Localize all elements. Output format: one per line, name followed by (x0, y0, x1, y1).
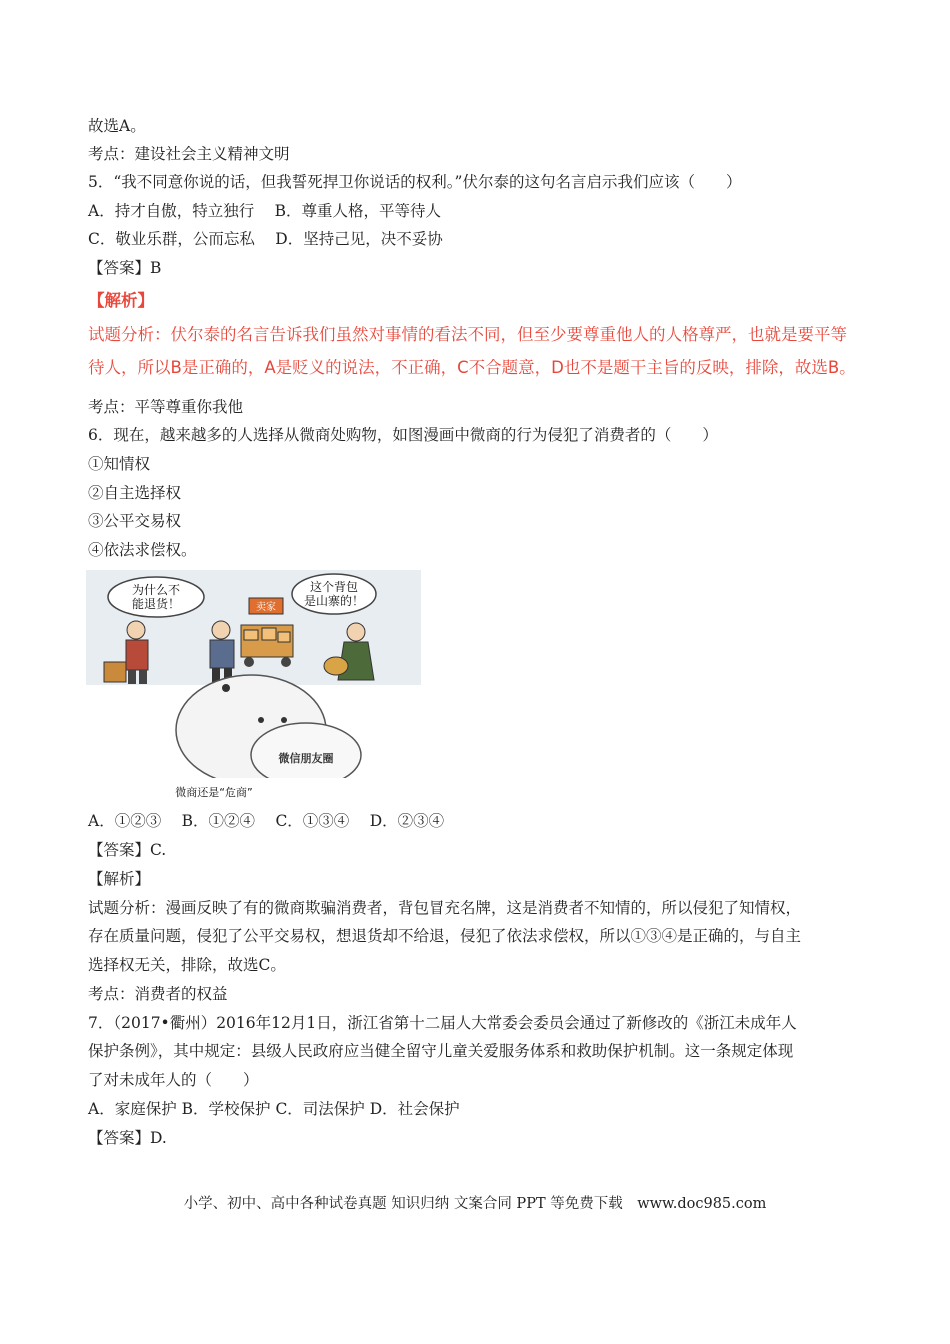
analysis-text: 选择权无关，排除，故选C。 (88, 956, 286, 974)
text-line: 故选A。 (88, 117, 146, 135)
bag-label: 微信朋友圈 (278, 752, 334, 765)
options-line: A．持才自傲，特立独行 B．尊重人格，平等待人 (88, 202, 442, 220)
text-line: 考点：消费者的权益 (88, 985, 228, 1003)
bubble-left-line: 能退货！ (131, 597, 181, 611)
analysis-text: 试题分析：伏尔泰的名言告诉我们虽然对事情的看法不同，但至少要尊重他人的人格尊严，也就是要平等 (88, 325, 847, 344)
text-line: 考点：建设社会主义精神文明 (88, 145, 290, 163)
options-line: A．①②③ B．①②④ C．①③④ D．②③④ (88, 812, 445, 830)
analysis-text: 待人，所以B是正确的，A是贬义的说法，不正确，C不合题意，D也不是题干主旨的反映，排除，故选B。 (88, 358, 856, 377)
choice-item: ④依法求偿权。 (88, 541, 197, 559)
cartoon-caption: 微商还是“危商” (175, 786, 253, 799)
stall-sign: 卖家 (256, 602, 276, 613)
question-7: 7．（2017•衢州）2016年12月1日，浙江省第十二届人大常委会委员会通过了新修改的《浙江未成年人 (88, 1014, 797, 1032)
answer-line: 【答案】B (88, 259, 162, 277)
bubble-right-line: 这个背包 (309, 580, 359, 594)
options-line: C．敬业乐群，公而忘私 D．坚持己见，决不妥协 (88, 230, 443, 248)
question-5: 5．“我不同意你说的话，但我誓死捍卫你说话的权利。”伏尔泰的这句名言启示我们应该（ ） (88, 173, 742, 191)
analysis-heading: 【解析】 (88, 870, 151, 888)
bubble-left-line: 为什么不 (131, 583, 181, 597)
options-line: A．家庭保护 B．学校保护 C．司法保护 D．社会保护 (88, 1100, 460, 1118)
choice-item: ③公平交易权 (88, 512, 182, 530)
answer-line: 【答案】D. (88, 1129, 167, 1147)
analysis-text: 试题分析：漫画反映了有的微商欺骗消费者，背包冒充名牌，这是消费者不知情的，所以侵犯了知情权， (88, 899, 802, 917)
text-line: 考点：平等尊重你我他 (88, 398, 244, 416)
choice-item: ②自主选择权 (88, 484, 182, 502)
page-footer: 小学、初中、高中各种试卷真题 知识归纳 文案合同 PPT 等免费下载 www.doc985.com (183, 1196, 767, 1212)
choice-item: ①知情权 (88, 455, 151, 473)
question-6: 6．现在，越来越多的人选择从微商处购物，如图漫画中微商的行为侵犯了消费者的（ ） (88, 426, 718, 444)
answer-line: 【答案】C. (88, 841, 167, 859)
cartoon-image (86, 570, 421, 808)
bubble-right-line: 是山寨的！ (303, 594, 365, 608)
question-7: 保护条例》，其中规定：县级人民政府应当健全留守儿童关爱服务体系和救助保护机制。这一条规定体现 (88, 1042, 794, 1060)
question-7: 了对未成年人的（ ） (88, 1071, 259, 1089)
analysis-text: 存在质量问题，侵犯了公平交易权，想退货却不给退，侵犯了依法求偿权，所以①③④是正确的，与自主 (88, 927, 802, 945)
analysis-heading: 【解析】 (88, 291, 154, 310)
